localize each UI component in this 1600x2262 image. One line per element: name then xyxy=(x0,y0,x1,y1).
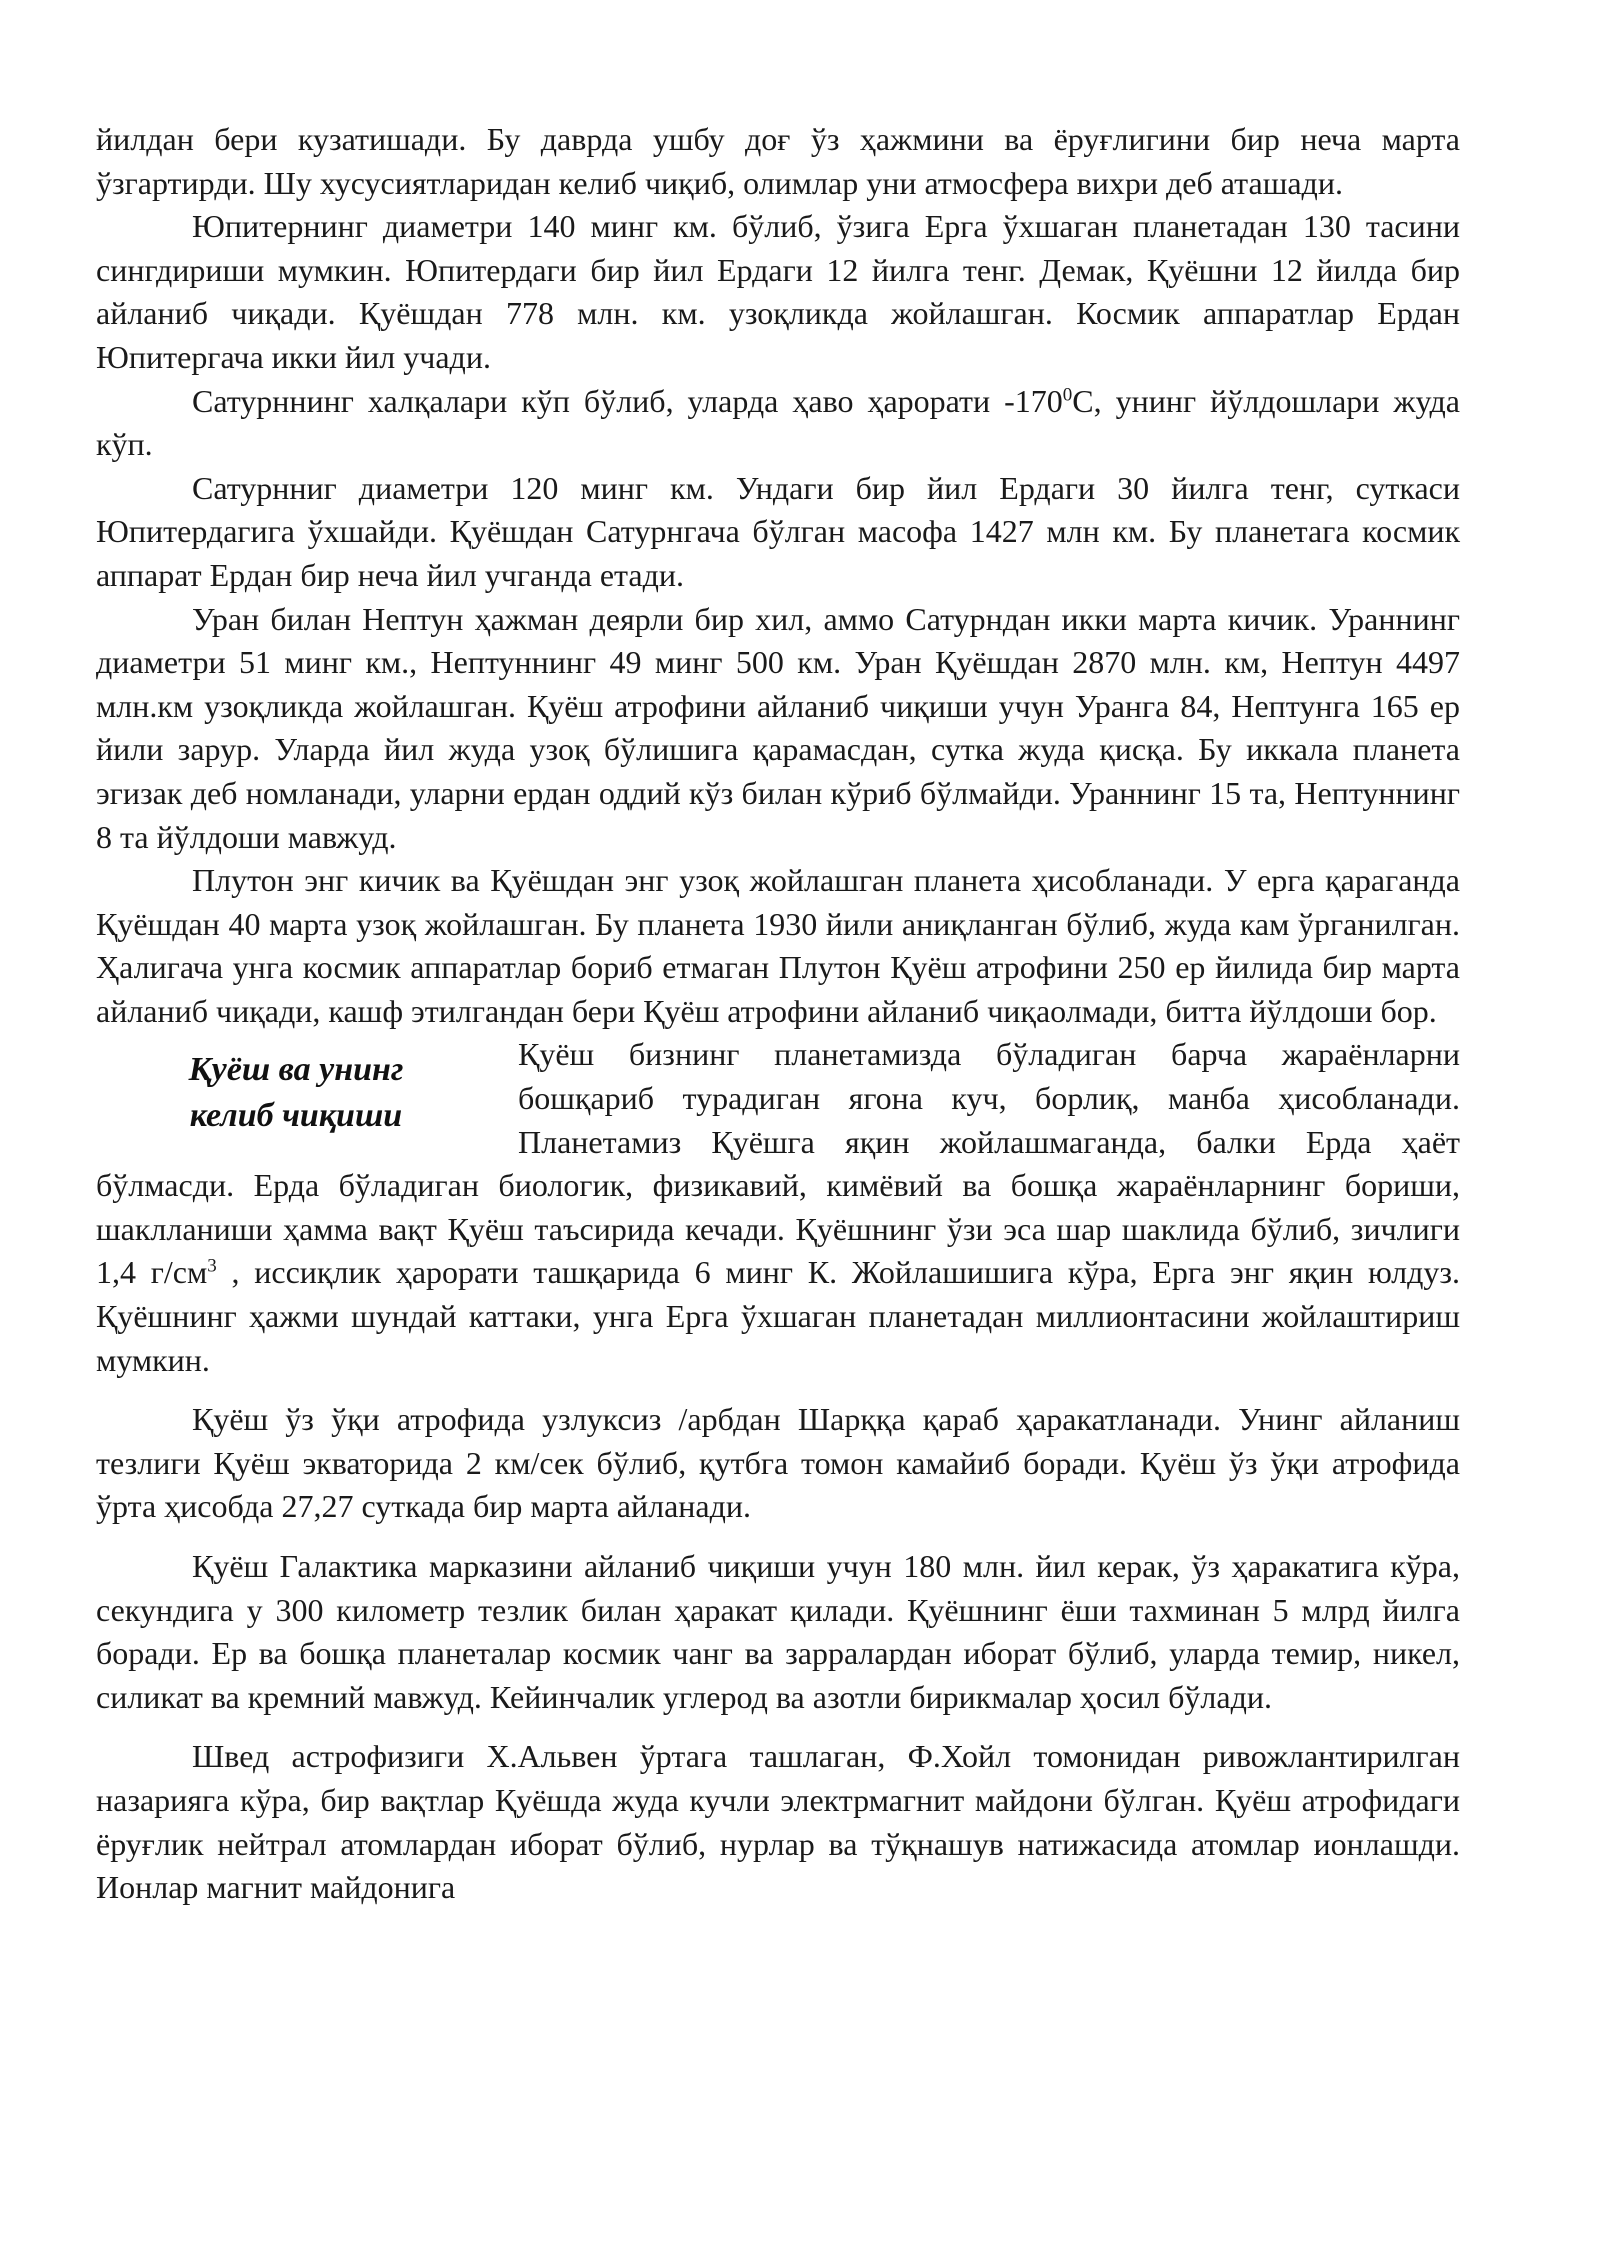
paragraph-alfven-theory: Швед астрофизиги Х.Альвен ўртага ташлаган, Ф.Хойл томонидан ривожлантирилган назарияга кўра, бир вақтлар Қуёшда жуда кучли электрмагнит майдони бўлган. Қуёш атрофидаги ёруғлик нейтрал атомлардан иборат бўлиб, нурлар ва тўқнашув натижасида атомлар ионлашди. Ионлар магнит майдонига xyxy=(96,1738,1460,1906)
sun-intro-text: Қуёш бизнинг планетамизда бўладиган барча жараёнларни бошқариб турадиган ягона куч, борлиқ, манба ҳисобланади. Планетамиз Қуёшга яқин жойлашмаганда, балки Ерда ҳаёт бўлмасди. Ерда бўладиган биологик, физикавий, кимёвий ва бошқа жараёнларнинг бориши, шаклланиши ҳамма вақт Қуёш таъсирида кечади. Қуёшнинг ўзи эса шар шаклида бўлиб, зичлиги 1,4 г/см xyxy=(96,1036,1460,1291)
saturn-rings-text-end: С, унинг йўлдошлари жуда кўп. xyxy=(96,382,1461,463)
paragraph-uranus-neptune: Уран билан Нептун ҳажман деярли бир хил, аммо Сатурндан икки марта кичик. Ураннинг диаметри 51 минг км., Нептуннинг 49 минг 500 км. Уран Қуёшдан 2870 млн. км, Нептун 4497 млн.км узоқликда жойлашган. Қуёш атрофини айланиб чиқиши учун Уранга 84, Нептунга 165 ер йили зарур. Уларда йил жуда узоқ бўлишига қарамасдан, сутка жуда қисқа. Бу иккала планета эгизак деб номланади, уларни ердан оддий кўз билан кўриб бўлмайди. Ураннинг 15 та, Нептуннинг 8 та йўлдоши мавжуд. xyxy=(96,600,1460,855)
paragraph-sun-galaxy: Қуёш Галактика марказини айланиб чиқиши учун 180 млн. йил керак, ўз ҳаракатига кўра, секундига у 300 километр тезлик билан ҳаракат қилади. Қуёшнинг ёши тахминан 5 млрд йилга боради. Ер ва бошқа планеталар космик чанг ва зарралардан иборат бўлиб, уларда темир, никел, силикат ва кремний мавжуд. Кейинчалик углерод ва азотли бирикмалар ҳосил бўлади. xyxy=(96,1548,1460,1715)
saturn-rings-text: Сатурннинг халқалари кўп бўлиб, уларда ҳаво ҳарорати -170 xyxy=(192,382,1063,419)
cubic-superscript: 3 xyxy=(207,1255,217,1277)
degree-superscript: 0 xyxy=(1062,383,1073,405)
paragraph-pluto: Плутон энг кичик ва Қуёшдан энг узоқ жойлашган планета ҳисобланади. У ерга қараганда Қуёшдан 40 марта узоқ жойлашган. Бу планета 1930 йили аниқланган бўлиб, жуда кам ўрганилган. Ҳалигача унга космик аппаратлар бориб етмаган Плутон Қуёш атрофини 250 ер йилида бир марта айланиб чиқади, кашф этилгандан бери Қуёш атрофини айланиб чиқаолмади, битта йўлдоши бор. xyxy=(96,862,1460,1029)
paragraph-jupiter: Юпитернинг диаметри 140 минг км. бўлиб, ўзига Ерга ўхшаган планетадан 130 тасини сингдириши мумкин. Юпитердаги бир йил Ердаги 12 йилга тенг. Демак, Қуёшни 12 йилда бир айланиб чиқади. Қуёшдан 778 млн. км. узоқликда жойлашган. Космик аппаратлар Ердан Юпитергача икки йил учади. xyxy=(96,208,1460,375)
section-title-line-2: келиб чиқиши xyxy=(189,1097,403,1135)
section-title xyxy=(96,1047,518,1139)
sun-intro-text-end: , иссиқлик ҳарорати ташқарида 6 минг К. Жойлашишига кўра, Ерга энг яқин юлдуз. Қуёшнинг ҳажми шундай каттаки, унга Ерга ўхшаган планетадан миллионтасини жойлаштириш мумкин. xyxy=(96,1254,1461,1378)
paragraph-saturn-rings xyxy=(96,380,1460,467)
paragraph-jupiter-spot: йилдан бери кузатишади. Бу даврда ушбу доғ ўз ҳажмини ва ёруғлигини бир неча марта ўзгартирди. Шу хусусиятларидан келиб чиқиб, олимлар уни атмосфера вихри деб аташади. xyxy=(96,121,1460,201)
paragraph-sun-rotation: Қуёш ўз ўқи атрофида узлуксиз /арбдан Шарққа қараб ҳаракатланади. Унинг айланиш тезлиги Қуёш экваторида 2 км/сек бўлиб, қутбга томон камайиб боради. Қуёш ўз ўқи атрофида ўрта ҳисобда 27,27 суткада бир марта айланади. xyxy=(96,1401,1460,1525)
document-page xyxy=(96,118,1460,1910)
section-title-line-1: Қуёш ва унинг xyxy=(188,1051,404,1089)
paragraph-saturn: Сатурнниг диаметри 120 минг км. Ундаги бир йил Ердаги 30 йилга тенг, суткаси Юпитердагига ўхшайди. Қуёшдан Сатурнгача бўлган масофа 1427 млн км. Бу планетага космик аппарат Ердан бир неча йил учганда етади. xyxy=(96,469,1460,593)
